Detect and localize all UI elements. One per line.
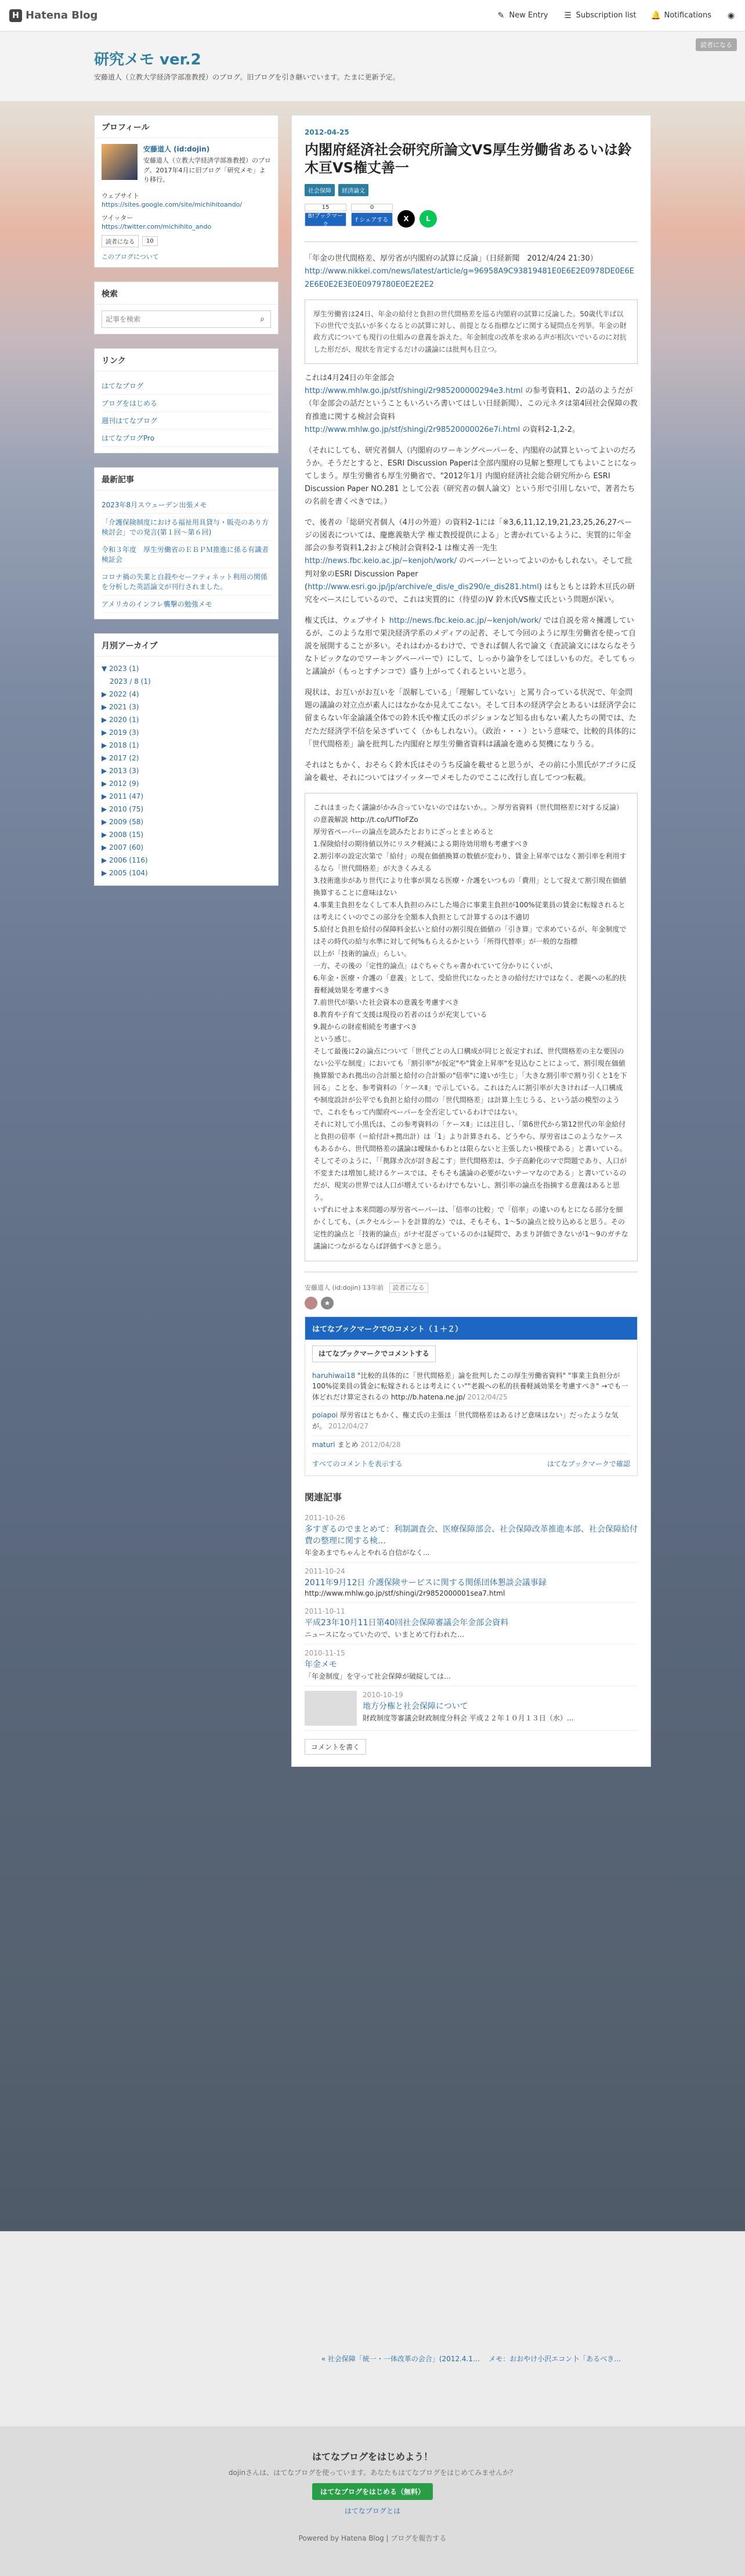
related-item[interactable] (305, 1509, 638, 1563)
comment-text: "比較的具体的に「世代間格差」論を批判したこの厚生労働省資料" "事業主負担分が100%従業員の賃金に転嫁されるとは考えにくい""老親への私的扶養軽減効果を考慮すべき" →でも一体どれだけ算定されるの http://b.hatena.ne.jp/ (312, 1371, 628, 1401)
archive-item[interactable]: ▶ 2017 (2) (102, 753, 139, 762)
paragraph: （それにしても、研究者個人（内閣府のワーキングペーパーを、内閣府の試算といってよいのだろうか。そうだとすると、ESRI Discussion Paperは全部内閣府の見解と整理してもよいことになってしまう。厚生労働省も厚生労働省で、"2012年1月 内閣府経済社会総合研究所から ESRI Discussion Paper NO.281 として公表（研究者の個人論文）という形で引用しないで、著者たちの名前を書くべきでは。） (305, 446, 637, 507)
footer-heading: はてなブログをはじめよう！ (312, 2451, 433, 2462)
sidebar (94, 115, 279, 900)
author-subscribe[interactable]: 読者になる (389, 1283, 428, 1293)
blog-description: 安藤道人（立教大学経済学部准教授）のブログ。旧ブログを引き継いでいます。たまに更新予定。 (94, 73, 400, 81)
comment-date: 2012/04/27 (328, 1422, 369, 1430)
archive-item[interactable]: ▶ 2020 (1) (102, 715, 139, 724)
search-input[interactable] (106, 315, 258, 323)
hatena-logo[interactable] (9, 9, 97, 22)
tag-badge[interactable]: 社会保障 (305, 184, 335, 196)
links-title: リンク (95, 349, 278, 371)
about-hatena-link[interactable]: はてなブログとは (344, 2507, 401, 2515)
bell-icon: 🔔 (650, 10, 661, 20)
logo-text: Hatena Blog (26, 9, 98, 21)
related-item[interactable] (305, 1686, 638, 1731)
author-text[interactable]: 安藤道人 (id:dojin) 13年前 (305, 1283, 384, 1291)
recent-link[interactable]: 2023年8月スウェーデン出張メモ (102, 500, 207, 509)
related-item[interactable] (305, 1563, 638, 1603)
recent-module (94, 467, 279, 619)
link-item[interactable] (102, 377, 271, 395)
archive-item[interactable]: ▶ 2018 (1) (102, 741, 139, 749)
paragraph-text: のペーパーといってよいのかもしれない。そして批判対象のESRI Discussion Paper (305, 557, 632, 579)
profile-name[interactable]: 安藤道人 (id:dojin) (143, 145, 210, 153)
related-date: 2010-10-19 (363, 1690, 403, 1699)
list-icon: ☰ (564, 10, 572, 20)
comment-item (312, 1406, 630, 1435)
recent-link[interactable]: コロナ禍の失業と自殺やセーフティネット利用の関係を分析した英語論文が刊行されました。 (102, 572, 267, 591)
archive-item[interactable]: ▶ 2005 (104) (102, 868, 148, 877)
related-item[interactable] (305, 1603, 638, 1644)
footer-text: dojinさんは、はてなブログを使っています。あなたもはてなブログをはじめてみませんか？ (228, 2469, 517, 2477)
archive-item[interactable]: ▶ 2009 (58) (102, 817, 144, 826)
related-title: 関連記事 (305, 1491, 342, 1503)
comment-text: 厚労省はともかく、権丈氏の主張は「世代間格差はあるけど意味はない」だったような気が。 (312, 1411, 619, 1430)
hatena-logo-icon: H (9, 9, 22, 22)
related-desc: 「年金制度」を守って社会保障が破綻しては… (305, 1672, 451, 1680)
pencil-icon: ✎ (497, 10, 505, 20)
twitter-label: ツイッター (102, 214, 133, 222)
mhlw-link[interactable]: http://www.mhlw.go.jp/stf/shingi/2r985200000294e3.html (305, 387, 523, 396)
archive-item[interactable]: ▶ 2019 (3) (102, 728, 139, 737)
paragraph: それはともかく、おそらく鈴木氏はそのうち反論を載せると思うが、その前に小黒氏がアゴラに反論を載せ、それについてはツイッターでメモしたのでここに改行し直してつつ転載。 (305, 760, 636, 782)
comment-bookmark-button[interactable]: はてなブックマークでコメントする (312, 1345, 436, 1362)
kenjoh-link[interactable]: http://news.fbc.keio.ac.jp/~kenjoh/work/ (305, 557, 457, 566)
archive-list (102, 662, 271, 879)
profile-text: 安藤道人（立教大学経済学部准教授）のブログ。2017年4月に旧ブログ「研究メモ」より移行。 (143, 157, 271, 183)
related-link[interactable]: 平成23年10月11日第40回社会保障審議会年金部会資料 (305, 1618, 509, 1628)
related-thumbnail[interactable] (305, 1691, 357, 1726)
comment-date: 2012/04/25 (467, 1392, 508, 1401)
article-date[interactable]: 2012-04-25 (305, 128, 349, 136)
related-link[interactable]: 地方分権と社会保障について (363, 1701, 468, 1711)
search-box (102, 311, 271, 328)
topbar (0, 0, 745, 31)
profile-title: プロフィール (95, 116, 278, 138)
paragraph (305, 372, 638, 436)
recent-item[interactable] (102, 568, 271, 596)
related-item[interactable] (305, 1644, 638, 1686)
recent-link[interactable]: 令和３年度 厚生労働省のＥＢＰＭ推進に係る有識者検証会 (102, 545, 269, 564)
user-icon: ◉ (727, 10, 735, 20)
related-date: 2010-11-15 (305, 1648, 345, 1657)
blockquote: 厚生労働省は24日、年金の給付と負担の世代間格差を巡る内閣府の試算に反論した。50歳代半ば以下の世代で支払いが多くなるとの試算に対し、前提となる指標などに関する疑問点を列挙。年金の財政方式についても現行の仕組みの意義を訴えた。年金制度の改革を求める声が相次いでいるのに対抗した形だが、現状を肯定するだけの議論には批判も目立つ。 (305, 300, 638, 365)
paragraph-text: では自説を常々擁護しているが、このような形で果決経済学系のメディアの記者、そして今回のように厚生労働省を使って自説を展開することが多い。それはわかるわけで、できれば個人名で論文（査読論文にはならなそうなトピックなのでワーキングペーパーで）にして、しっかり論争をしてほしいものだ。そしてもっと議論が（もっとすチンコで）盛り上がってくれるといいと思う。 (305, 616, 636, 677)
new-entry-button[interactable] (497, 11, 548, 20)
paragraph-text: 「年金の世代間格差、厚労省が内閣府の試算に反論」（日経新聞 2012/4/24 21:30） (305, 254, 598, 264)
nikkei-link[interactable]: http://www.nikkei.com/news/latest/article/g=96958A9C93819481E0E6E2E0978DE0E6E2E6E0E2E3E0E0979780E0E2E2E2 (305, 267, 634, 289)
archive-item[interactable]: ▶ 2006 (116) (102, 856, 148, 864)
links-module (94, 348, 279, 453)
bookmark-comments (305, 1316, 638, 1476)
about-link[interactable]: このブログについて (102, 252, 159, 261)
link-label[interactable]: ブログをはじめる (102, 399, 158, 407)
article-body (305, 241, 638, 1309)
link-label[interactable]: はてなブログPro (102, 434, 155, 442)
paragraph: 現状は、お互いがお互いを「誤解している」「理解していない」と罵り合っている状況で、年金問題の議論の対立点が素人にはなかなか見えてこない。そして日本の経済学会とあるいは経済学会に留まらない年金論議全体での鈴木氏や権丈氏のポジションなど知る由もない素人たちの関では、ただただ経済学不信を呆さずいてく（かもしれない）。（政治・・・）という意味で、比較的具体的に「世代間格差」論を批判した内閣府と厚生労働省資料は議論を進める契機になりうる。 (305, 688, 637, 749)
article-title[interactable]: 内閣府経済社会研究所論文VS厚生労働省あるいは鈴木亘VS権丈善一 (305, 142, 632, 176)
comment-item (312, 1367, 630, 1407)
related-date: 2011-10-26 (305, 1513, 345, 1522)
archive-item[interactable]: ▶ 2022 (4) (102, 690, 139, 698)
paragraph-text: の資料2-1,2-2。 (522, 425, 580, 434)
facebook-count: 0 (351, 204, 393, 211)
recent-title: 最新記事 (95, 468, 278, 490)
next-article-link[interactable]: メモ：おおやけ小沢エコン卜「あるべき… (489, 2355, 621, 2363)
recent-link[interactable]: 「介護保険制度における福祉用具貸与・販売のあり方検討会」での発言(第１回～第６回) (102, 518, 269, 536)
link-label[interactable]: 週刊はてなブログ (102, 416, 158, 425)
archive-item[interactable]: ▶ 2013 (3) (102, 766, 139, 775)
author-avatar-icon[interactable] (305, 1297, 317, 1309)
link-item[interactable] (102, 412, 271, 430)
author-icons (305, 1297, 638, 1309)
related-desc: 財政制度等審議会財政制度分科会 平成２２年１０月１３日（水）… (363, 1713, 574, 1722)
search-module (94, 282, 279, 334)
paragraph-text: で、後者の「総研究者個人（4月の外遊）の資料2-1には「※3,6,11,12,19,21,23,25,26,27ページの図表については、慶應義塾大学 権丈教授提供による」と書かれているように、実質的に年金部会の参考資料1,2および検討会資料2-1 は権丈善一先生 (305, 518, 632, 553)
comments-heading: はてなブックマークでのコメント（１＋２） (305, 1317, 637, 1340)
paragraph: で、後者の「総研究者個人（4月の外遊）の資料2-1には「※3,6,11,12,19,21,23,25,26,27ページの図表については、慶應義塾大学 権丈教授提供による」と書かれているように、実質的に年金部会の参考資料1,2および検討会資料2-1 は権丈善一先生 http://news.fbc.keio.ac.jp/~kenjoh/work/ のペーパーといってよいのかもしれない。そして批判対象のESRI Discussion Paper (http://www.esri.go.jp/jp/archive/e_dis/e_dis290/e_dis281.html) はもともとは鈴木亘氏の研究をベースにしているので、これは実質的に（待望の)V 鈴木氏VS権丈氏という問題が深い。 (305, 518, 635, 604)
archive-item[interactable]: ▼ 2023 (1) (102, 664, 139, 673)
recent-item[interactable] (102, 596, 271, 613)
kenjoh-link[interactable]: http://news.fbc.keio.ac.jp/~kenjoh/work/ (389, 616, 541, 625)
website-label: ウェブサイト (102, 192, 139, 200)
related-link[interactable]: 多すぎるのでまとめて：利制調査会、医療保障部会、社会保障改革推進本部、社会保障給付費の整理に関する検… (305, 1524, 638, 1546)
profile-avatar[interactable] (102, 144, 138, 180)
recent-item[interactable] (102, 496, 271, 514)
bookmark-count: 15 (305, 204, 346, 211)
show-all-comments-link[interactable]: すべてのコメントを表示する (312, 1460, 403, 1469)
esri-link[interactable]: http://www.esri.go.jp/jp/archive/e_dis/e_dis290/e_dis281.html (308, 582, 539, 591)
search-icon[interactable]: ⌕ (260, 314, 265, 324)
search-title: 検索 (95, 282, 278, 305)
related-desc: http://www.mhlw.go.jp/stf/shingi/2r9852000001sea7.html (305, 1589, 505, 1597)
comment-user[interactable]: haruhiwai18 (312, 1371, 356, 1380)
main-content (291, 115, 651, 1767)
recent-item[interactable] (102, 514, 271, 541)
archive-item[interactable]: 2023 / 8 (1) (110, 677, 151, 686)
archive-item[interactable]: ▶ 2008 (15) (102, 830, 144, 839)
avatar[interactable] (726, 11, 736, 20)
related-link[interactable]: 2011年9月12日 介護保険サービスに関する関係団体懇談会議事録 (305, 1578, 547, 1588)
mhlw-link[interactable]: http://www.mhlw.go.jp/stf/shingi/2r98520000026e7i.html (305, 425, 520, 434)
archive-item[interactable]: ▶ 2007 (60) (102, 843, 144, 852)
archive-module (94, 633, 279, 886)
related-desc: 年金あまでちゃんとやれる自信がなく... (305, 1548, 430, 1557)
subscription-label: Subscription list (576, 11, 636, 20)
paragraph (305, 615, 638, 679)
divider (305, 241, 638, 242)
subscribe-button[interactable]: 読者になる (696, 38, 737, 51)
comment-item (312, 1436, 630, 1455)
follow-count: 10 (142, 236, 158, 246)
related-articles (305, 1490, 638, 1755)
subscription-button[interactable] (563, 11, 636, 20)
paragraph-text: 権丈氏は、ウェブサイト (305, 616, 387, 625)
notifications-button[interactable] (652, 11, 711, 20)
pager (291, 2354, 651, 2364)
article (291, 115, 651, 1767)
page-footer (0, 2426, 745, 2576)
archive-item[interactable]: ▶ 2011 (47) (102, 792, 144, 800)
follow-button[interactable]: 読者になる (102, 235, 139, 247)
paragraph-text: はもともとは鈴木亘氏の研究をベースにしているので、これは実質的に（待望の)V 鈴木氏VS権丈氏という問題が深い。 (305, 582, 635, 604)
recent-link[interactable]: アメリカのインフレ襲撃の勉強メモ (102, 600, 212, 608)
blog-title[interactable]: 研究メモ ver.2 (94, 51, 201, 68)
comment-user[interactable]: maturi (312, 1440, 335, 1449)
link-label[interactable]: はてなブログ (102, 381, 144, 390)
paragraph-text: の参考資料1、2の話のようだが（年金部会の話だということもいろいろ書いてはしい日経新聞）、この元ネタは第4回社会保障の教育推進に関する検討会資料 (305, 387, 638, 421)
powered-by: Powered by Hatena Blog | ブログを報告する (298, 2534, 447, 2542)
facebook-share-button[interactable]: f シェアする (351, 212, 393, 226)
new-entry-label: New Entry (509, 11, 548, 20)
hatena-bookmark-button[interactable]: B!ブックマーク (305, 212, 346, 226)
comment-user[interactable]: poiapoi (312, 1411, 338, 1420)
twitter-memo-block: これはまったく議論がかみ合っていないのではないか。。＞厚労省資料（世代間格差に対する反論）の意義解説 http://t.co/UfTIoFZo 厚労省ペーパーの論点を読みたとおりにざっとまとめると 1.保険給付の期待値以外にリスク軽減による期待効用増も考慮すべき 2.割引率の設定次第で「給付」の現在価値換算の数値が変わり、賃金上昇率ではなく割引率を利用するなら「世代間格差」が大きくみえる 3.技術進歩があり世代により仕事が異なる医療・介護をいつもの「費用」として捉えて割引現在価値換算することに意味はない 4.事業主負担をなくして本人負担のみにした場合に事業主負担が100%従業員の賃金に転嫁されるとは考えにくいのでこの部分を全額本人負担として計算するのは不適切 5.給付と負担を給付の保障料金払いと給付の割引現在価値の「引き算」で求めているが、年金制度ではその時代の給与水準に対して何%もらえるかという「所得代替率」が一般的な指標 以上が「技術的論点」らしい。 一方、その後の「定性的論点」はぐちゃぐちゃ書かれていて分かりにくいが、 6.年金・医療・介護の「意義」として、受給世代になったときの給付だけではなく、老親への私的扶養軽減効果を考慮すべき 7.前世代が築いた社会資本の意義を考慮すべき 8.教育や子育て支援は現役の若者のほうが充実している 9.親からの財産相続を考慮すべき という感じ。 そして最後に2の論点について「世代ごとの人口構成が同じと仮定すれば、世代間格差の主な要因のない公平な制度」においても「割引率"が仮定"や"賃金上昇率"を見込むことによって、割引現在価値換算額であれ拠出の合計額と給付の合計額の"倍率"に違いが生じ」「大きな割引率で割り引くと1を下回る」ことを、参考資料の「ケースⅡ」で示している。これはたんに割引率が大きければ一人口構成や制度設計が公平でも負担と給付の間の「世代間格差」は計算上生じうる、という話の模型のようで、これをもって内閣府ペーパーを全否定しているわけではない。 それに対して小黒氏は、この参考資料の「ケースⅡ」には注目し、「第6世代から第12世代の年金給付と負担の倍率（＝給付計÷拠出計）は「1」より計算される、どうやら、厚労省はこのようなケースもあるから、世代間格差の議論は曖昧かもわとは限らないと主張したい模様である」と書いている。そしてそのように、「「拠隊カ次が討き起こす」世代間格差は、少子高齢化のマで問題であり、人口が不変または増加し続けるケースでは、そもそも議論の必要がないテーマなのである」と書いているのだが、現実の世界では人口が増えているわけでもないし、割引率の論点を指摘する意義はあると思う。 いずれにせよ本来問題の厚労省ペーパーは、「倍率の比較」で「倍率」の違いのもとになる部分を細かくしても、（エクセルシートを計算的な）では、そもそも、1～5の論点と絞り込めると思う。その定性的論点と「技術的論点」がナゼ混ざっているのかは疑問で、あまり評価できないが1～9のガチな議論につながるならば評価すべきと思う。 (305, 793, 638, 1261)
view-bookmark-link[interactable]: はてなブックマークで確認 (547, 1460, 630, 1469)
related-link[interactable]: 年金メモ (305, 1659, 337, 1669)
link-item[interactable] (102, 430, 271, 447)
author-line (305, 1283, 638, 1292)
twitter-link[interactable]: https://twitter.com/michihito_ando (102, 222, 212, 230)
comment-text: まとめ (337, 1440, 359, 1449)
prev-article-link[interactable]: « 社会保障「統一・一体改革の会合」(2012.4.1… (321, 2355, 480, 2363)
related-date: 2011-10-11 (305, 1607, 345, 1615)
notifications-label: Notifications (664, 11, 711, 20)
paragraph (305, 252, 638, 291)
comment-date: 2012/04/28 (360, 1440, 401, 1449)
archive-item[interactable]: ▶ 2021 (3) (102, 702, 139, 711)
link-item[interactable] (102, 395, 271, 412)
archive-item[interactable]: ▶ 2010 (75) (102, 804, 144, 813)
related-desc: ニュースになっていたので、いまとめて行われた… (305, 1630, 465, 1639)
write-comment-button[interactable]: コメントを書く (305, 1739, 366, 1755)
website-link[interactable]: https://sites.google.com/site/michihitoando/ (102, 200, 243, 208)
star-icon[interactable]: ★ (321, 1297, 334, 1309)
archive-title: 月別アーカイブ (95, 634, 278, 656)
profile-module (94, 115, 279, 268)
related-date: 2011-10-24 (305, 1567, 345, 1575)
tag-badge[interactable]: 経済論文 (338, 184, 368, 196)
archive-item[interactable]: ▶ 2012 (9) (102, 779, 139, 788)
x-share-icon[interactable]: X (397, 210, 415, 228)
paragraph-text: これは4月24日の年金部会 (305, 374, 395, 383)
recent-item[interactable] (102, 541, 271, 568)
share-bar (305, 202, 638, 228)
start-blog-button[interactable]: はてなブログをはじめる（無料） (312, 2483, 433, 2500)
line-share-icon[interactable]: L (419, 210, 437, 228)
